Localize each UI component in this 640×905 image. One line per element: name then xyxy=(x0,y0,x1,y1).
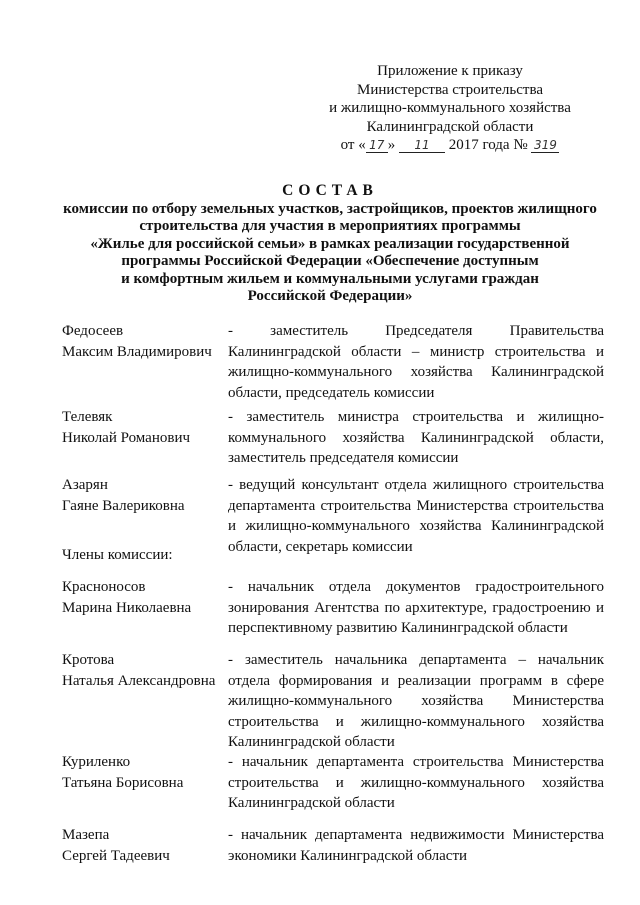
member-surname: Азарян xyxy=(62,477,108,493)
role-line: зонирования Агентства по архитектуре, градостроению и xyxy=(228,599,604,616)
member-surname: Куриленко xyxy=(62,754,131,770)
title-line-3: «Жилье для российской семьи» в рамках реализации государственной xyxy=(90,235,570,252)
member-surname: Кротова xyxy=(62,652,115,668)
role-line: Калининградской области xyxy=(228,795,395,811)
appendix-line-4: Калининградской области xyxy=(366,118,534,135)
date-day: 17 xyxy=(366,138,388,153)
member-name xyxy=(62,752,232,793)
role-line: - заместитель начальника департамента – начальник xyxy=(228,652,604,668)
member-role xyxy=(228,825,604,866)
document-title xyxy=(40,182,620,306)
member-role xyxy=(228,577,604,639)
date-year: 2017 года № xyxy=(448,137,528,153)
title-line-5: и комфортным жильем и коммунальными услугами граждан xyxy=(121,270,539,287)
role-line: заместитель председателя комиссии xyxy=(228,450,459,466)
appendix-header xyxy=(300,62,600,155)
appendix-line-1: Приложение к приказу xyxy=(377,63,523,79)
role-line: перспективному развитию Калининградской области xyxy=(228,620,568,636)
role-line: - заместитель Председателя Правительства xyxy=(228,323,604,339)
member-name xyxy=(62,577,232,618)
role-line: - начальник департамента строительства Министерства xyxy=(228,754,604,770)
role-line: жилищно-коммунального хозяйства Калининградской xyxy=(228,364,604,380)
role-line: Калининградской области – министр строительства и xyxy=(228,343,604,360)
title-line-2: строительства для участия в мероприятиях программы xyxy=(139,218,521,234)
member-name xyxy=(62,475,232,516)
title-heading: СОСТАВ xyxy=(282,182,378,199)
member-role xyxy=(228,475,604,557)
role-line: жилищно-коммунального хозяйства Министерства xyxy=(228,693,604,709)
role-line: и жилищно-коммунального хозяйства Калининградской xyxy=(228,518,604,534)
members-label: Члены комиссии: xyxy=(62,547,173,563)
member-role xyxy=(228,407,604,469)
member-name xyxy=(62,321,232,362)
member-given-name: Наталья Александровна xyxy=(62,672,216,689)
role-line: строительства и жилищно-коммунального хозяйства xyxy=(228,774,604,791)
role-line: департамента строительства Министерства строительства xyxy=(228,497,604,514)
role-line: - начальник департамента недвижимости Министерства xyxy=(228,827,604,843)
role-line: - заместитель министра строительства и жилищно- xyxy=(228,409,604,425)
date-prefix: от « xyxy=(340,137,366,153)
member-surname: Мазепа xyxy=(62,827,110,843)
appendix-line-2: Министерства строительства xyxy=(356,81,543,98)
role-line: строительства и жилищно-коммунального хозяйства xyxy=(228,713,604,730)
role-line: - ведущий консультант отдела жилищного строительства xyxy=(228,477,604,493)
role-line: Калининградской области xyxy=(228,734,395,750)
member-given-name: Марина Николаевна xyxy=(62,599,192,616)
member-name xyxy=(62,650,232,691)
member-given-name: Сергей Тадеевич xyxy=(62,847,170,864)
member-role xyxy=(228,321,604,403)
member-role xyxy=(228,752,604,814)
role-line: отдела формирования и реализации программ в сфере xyxy=(228,672,604,689)
date-mid: » xyxy=(387,137,396,153)
appendix-line-3: и жилищно-коммунального хозяйства xyxy=(329,100,571,116)
member-given-name: Николай Романович xyxy=(62,429,191,446)
appendix-date-line xyxy=(300,136,600,155)
member-surname: Красноносов xyxy=(62,579,146,595)
title-line-4: программы Российской Федерации «Обеспечение доступным xyxy=(121,253,539,269)
role-line: области, председатель комиссии xyxy=(228,384,435,401)
role-line: коммунального хозяйства Калининградской области, xyxy=(228,429,604,446)
member-surname: Телевяк xyxy=(62,409,113,425)
title-line-1: комиссии по отбору земельных участков, застройщиков, проектов жилищного xyxy=(63,200,597,217)
member-name xyxy=(62,825,232,866)
title-line-6: Российской Федерации» xyxy=(247,288,413,304)
member-name xyxy=(62,407,232,448)
member-given-name: Максим Владимирович xyxy=(62,343,212,360)
role-line: области, секретарь комиссии xyxy=(228,538,413,555)
role-line: экономики Калининградской области xyxy=(228,847,468,864)
order-number: 319 xyxy=(531,138,559,153)
member-surname: Федосеев xyxy=(62,323,124,339)
member-given-name: Гаяне Валериковна xyxy=(62,497,185,514)
role-line: - начальник отдела документов градостроительного xyxy=(228,579,604,595)
member-given-name: Татьяна Борисовна xyxy=(62,774,184,791)
date-month: 11 xyxy=(399,138,445,153)
member-role xyxy=(228,650,604,753)
